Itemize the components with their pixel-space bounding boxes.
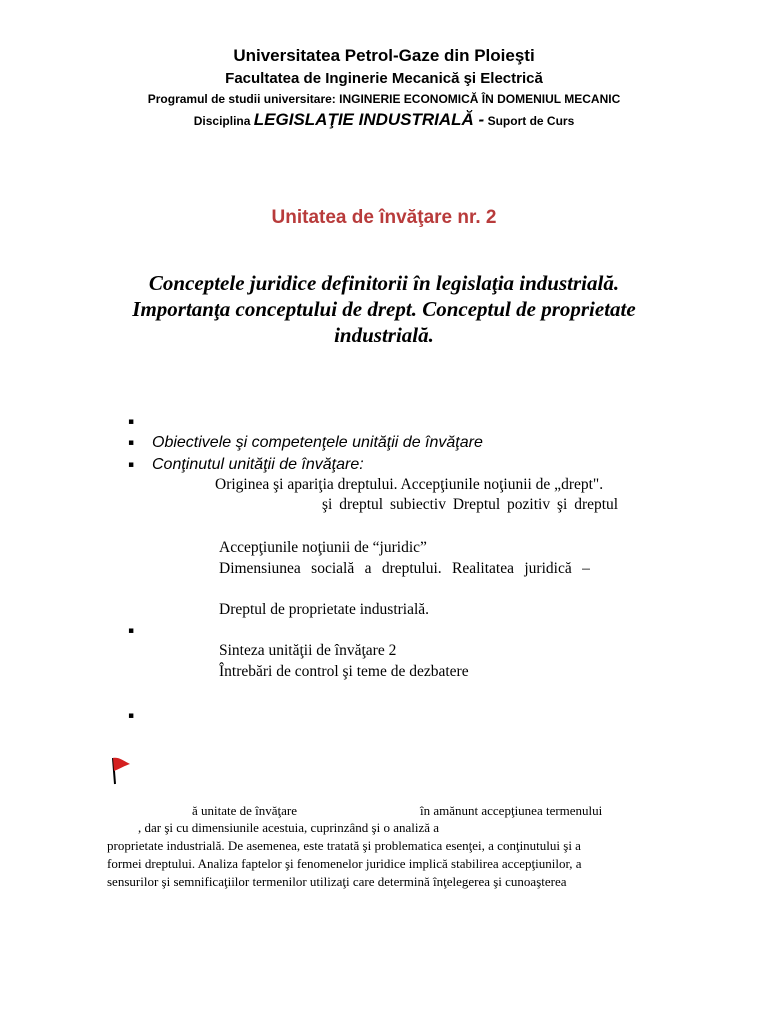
- university-name: Universitatea Petrol-Gaze din Ploieşti: [233, 46, 535, 65]
- content-heading: Conţinutul unităţii de învăţare:: [152, 456, 364, 473]
- body-fragment: , dar şi cu dimensiunile acestuia, cuprinzând şi o analiză a: [138, 820, 440, 835]
- bullet-icon: ▪: [128, 626, 135, 636]
- discipline-suffix: Suport de Curs: [487, 114, 575, 128]
- study-program: Programul de studii universitare: INGINERIE ECONOMICĂ ÎN DOMENIUL MECANIC: [147, 92, 621, 106]
- bullet-icon: ▪: [128, 711, 135, 721]
- content-item: Întrebări de control şi teme de dezbatere: [219, 663, 469, 680]
- content-item: şi dreptul subiectiv Dreptul pozitiv şi dreptul: [322, 496, 619, 513]
- body-fragment: în amănunt accepţiunea termenului: [420, 803, 603, 818]
- discipline-name: LEGISLAŢIE INDUSTRIALĂ -: [253, 110, 485, 129]
- bullet-icon: ▪: [128, 460, 135, 470]
- main-title: [80, 270, 688, 348]
- main-title-line-3: industrială.: [334, 323, 434, 347]
- content-item: Dimensiunea socială a dreptului. Realitatea juridică –: [219, 560, 590, 577]
- body-line: sensurilor şi semnificaţiilor termenilor utilizaţi care determină înţelegerea şi cunoaşterea: [107, 874, 567, 889]
- discipline-prefix: Disciplina: [193, 114, 251, 128]
- bullet-icon: ▪: [128, 438, 135, 448]
- discipline-line: [0, 110, 768, 130]
- body-line: formei dreptului. Analiza faptelor şi fenomenelor juridice implică stabilirea accepţiunilor, a: [107, 856, 582, 871]
- objectives-link: Obiectivele şi competenţele unităţii de învăţare: [152, 434, 483, 451]
- content-item: Originea şi apariţia dreptului. Accepţiunile noţiunii de „drept".: [215, 476, 604, 493]
- body-line: proprietate industrială. De asemenea, este tratată şi problematica esenţei, a conţinutului şi a: [107, 838, 581, 853]
- red-flag-icon: [110, 756, 134, 786]
- body-fragment: ă unitate de învăţare: [192, 803, 298, 818]
- bullet-icon: ▪: [128, 417, 135, 427]
- unit-title: Unitatea de învăţare nr. 2: [271, 207, 497, 228]
- content-item: Sinteza unităţii de învăţare 2: [219, 642, 397, 659]
- content-item: Dreptul de proprietate industrială.: [219, 601, 430, 618]
- content-item: Accepţiunile noţiunii de “juridic”: [219, 539, 427, 556]
- main-title-line-1: Conceptele juridice definitorii în legislaţia industrială.: [148, 271, 620, 295]
- faculty-name: Facultatea de Inginerie Mecanică şi Electrică: [225, 70, 543, 87]
- main-title-line-2: Importanţa conceptului de drept. Conceptul de proprietate: [132, 297, 636, 321]
